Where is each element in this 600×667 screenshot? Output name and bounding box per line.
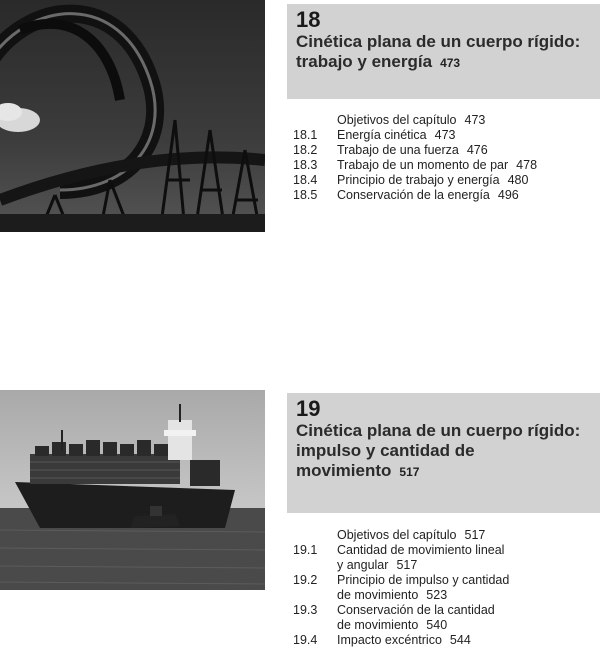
section-number: 18.3 [293, 158, 318, 172]
section-number: 19.2 [293, 573, 318, 587]
section-number: 19.1 [293, 543, 318, 557]
section-title: Conservación de la cantidad [337, 603, 495, 617]
chapter-number: 19 [296, 396, 321, 421]
section-number: 18.2 [293, 143, 318, 157]
section-number [293, 528, 337, 543]
section-title: Trabajo de un momento de par [337, 158, 509, 172]
section-title: Principio de trabajo y energía [337, 173, 500, 187]
section-page: 544 [449, 633, 471, 647]
toc-entry[interactable] [293, 633, 593, 648]
table-of-contents [293, 528, 593, 648]
table-of-contents [293, 113, 593, 203]
section-page: 540 [426, 618, 448, 632]
section-title: Objetivos del capítulo [337, 113, 457, 127]
toc-entry[interactable] [293, 573, 593, 588]
toc-entry[interactable] [293, 143, 593, 158]
section-title: Trabajo de una fuerza [337, 143, 459, 157]
chapter-title: Cinética plana de un cuerpo rígido: impulso y cantidad de movimiento 517 [296, 421, 581, 480]
section-page: 473 [434, 128, 456, 142]
section-number: 18.4 [293, 173, 318, 187]
section-number: 19.4 [293, 633, 318, 647]
section-title-continued: y angular [337, 558, 389, 572]
toc-entry[interactable] [293, 113, 593, 128]
section-title-continued: de movimiento [337, 588, 419, 602]
toc-entry[interactable] [293, 603, 593, 618]
chapter-header [287, 4, 600, 99]
toc-entry[interactable] [293, 158, 593, 173]
toc-entry[interactable] [293, 188, 593, 203]
chapter-header [287, 393, 600, 513]
section-title: Energía cinética [337, 128, 427, 142]
roller-coaster-photo [0, 0, 265, 232]
chapter-number: 18 [296, 7, 321, 32]
section-page: 473 [464, 113, 486, 127]
chapter-page: 517 [399, 465, 420, 479]
toc-entry[interactable] [293, 173, 593, 188]
section-title: Cantidad de movimiento lineal [337, 543, 505, 557]
section-page: 517 [396, 558, 418, 572]
section-number: 19.3 [293, 603, 318, 617]
section-number: 18.1 [293, 128, 318, 142]
toc-entry-continued [293, 618, 593, 633]
section-number: 18.5 [293, 188, 318, 202]
toc-entry[interactable] [293, 528, 593, 543]
toc-entry-continued [293, 588, 593, 603]
toc-entry[interactable] [293, 128, 593, 143]
toc-entry[interactable] [293, 543, 593, 558]
section-page: 478 [516, 158, 538, 172]
toc-entry-continued [293, 558, 593, 573]
section-number [293, 113, 337, 128]
chapter-page: 473 [440, 56, 461, 70]
section-page: 480 [507, 173, 529, 187]
section-title: Objetivos del capítulo [337, 528, 457, 542]
section-page: 476 [466, 143, 488, 157]
section-title: Impacto excéntrico [337, 633, 442, 647]
section-page: 496 [497, 188, 519, 202]
section-title-continued: de movimiento [337, 618, 419, 632]
section-page: 523 [426, 588, 448, 602]
section-title: Principio de impulso y cantidad [337, 573, 510, 587]
chapter-title: Cinética plana de un cuerpo rígido: trabajo y energía 473 [296, 32, 581, 71]
container-ship-photo [0, 390, 265, 590]
section-page: 517 [464, 528, 486, 542]
section-title: Conservación de la energía [337, 188, 490, 202]
